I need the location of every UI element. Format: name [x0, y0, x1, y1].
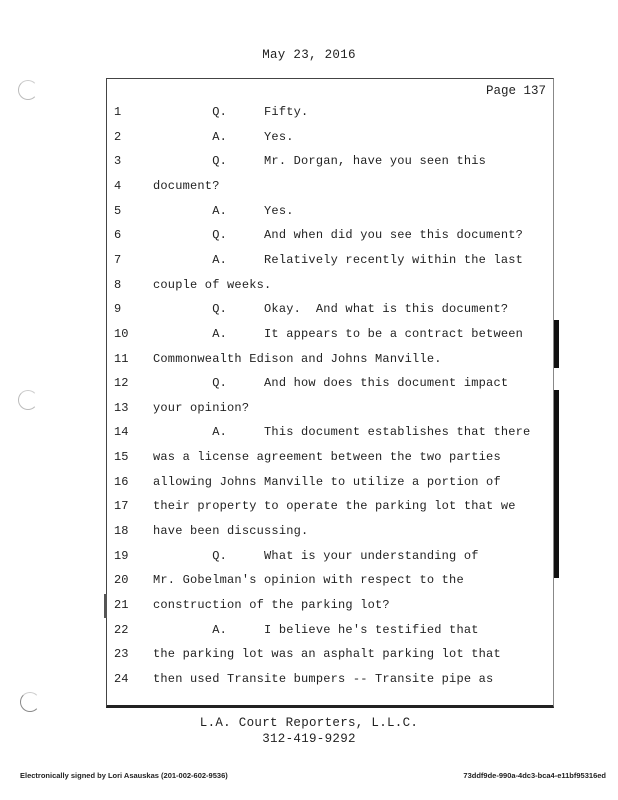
line-text: Q. Okay. And what is this document? [153, 302, 509, 316]
line-text: A. Yes. [153, 204, 294, 218]
line-number: 6 [114, 228, 122, 242]
line-number: 16 [114, 475, 129, 489]
line-number: 13 [114, 401, 129, 415]
line-number: 8 [114, 278, 122, 292]
line-number: 11 [114, 352, 129, 366]
line-number: 10 [114, 327, 129, 341]
line-text: then used Transite bumpers -- Transite pipe as [153, 672, 494, 686]
line-text: have been discussing. [153, 524, 309, 538]
line-number: 2 [114, 130, 122, 144]
punch-hole-middle [18, 390, 38, 410]
line-text: Commonwealth Edison and Johns Manville. [153, 352, 442, 366]
line-number: 18 [114, 524, 129, 538]
line-text: Q. Fifty. [153, 105, 309, 119]
line-text: A. Yes. [153, 130, 294, 144]
punch-hole-bottom [20, 692, 40, 712]
signature-text: Electronically signed by Lori Asauskas (201-002-602-9536) [20, 771, 228, 780]
line-text: A. I believe he's testified that [153, 623, 479, 637]
transcript-frame [106, 78, 554, 708]
line-text: Q. What is your understanding of [153, 549, 479, 563]
line-number: 20 [114, 573, 129, 587]
line-text: A. This document establishes that there [153, 425, 531, 439]
line-text: A. It appears to be a contract between [153, 327, 524, 341]
line-number: 22 [114, 623, 129, 637]
line-number: 5 [114, 204, 122, 218]
signature-id: 73ddf9de-990a-4dc3-bca4-e11bf95316ed [463, 771, 606, 780]
margin-tick-left [104, 594, 107, 618]
line-text: Q. Mr. Dorgan, have you seen this [153, 154, 487, 168]
line-number: 3 [114, 154, 122, 168]
line-text: Q. And how does this document impact [153, 376, 509, 390]
footer-phone: 312-419-9292 [262, 732, 356, 746]
line-number: 21 [114, 598, 129, 612]
line-text: was a license agreement between the two parties [153, 450, 501, 464]
line-text: document? [153, 179, 220, 193]
line-text: construction of the parking lot? [153, 598, 390, 612]
line-text: allowing Johns Manville to utilize a portion of [153, 475, 501, 489]
line-text: the parking lot was an asphalt parking lot that [153, 647, 501, 661]
line-text: your opinion? [153, 401, 250, 415]
margin-bar-1 [554, 320, 559, 368]
line-text: Q. And when did you see this document? [153, 228, 524, 242]
line-text: Mr. Gobelman's opinion with respect to the [153, 573, 464, 587]
page-number: Page 137 [485, 84, 546, 98]
line-number: 15 [114, 450, 129, 464]
line-text: couple of weeks. [153, 278, 272, 292]
line-number: 4 [114, 179, 122, 193]
line-number: 19 [114, 549, 129, 563]
line-number: 14 [114, 425, 129, 439]
line-number: 7 [114, 253, 122, 267]
line-number: 23 [114, 647, 129, 661]
punch-hole-top [18, 80, 38, 100]
line-number: 24 [114, 672, 129, 686]
line-text: A. Relatively recently within the last [153, 253, 524, 267]
line-text: their property to operate the parking lot that we [153, 499, 516, 513]
line-number: 1 [114, 105, 122, 119]
line-number: 17 [114, 499, 129, 513]
footer-company: L.A. Court Reporters, L.L.C. [199, 716, 419, 730]
line-number: 12 [114, 376, 129, 390]
transcript-date: May 23, 2016 [262, 48, 356, 62]
line-number: 9 [114, 302, 122, 316]
margin-bar-2 [554, 390, 559, 578]
